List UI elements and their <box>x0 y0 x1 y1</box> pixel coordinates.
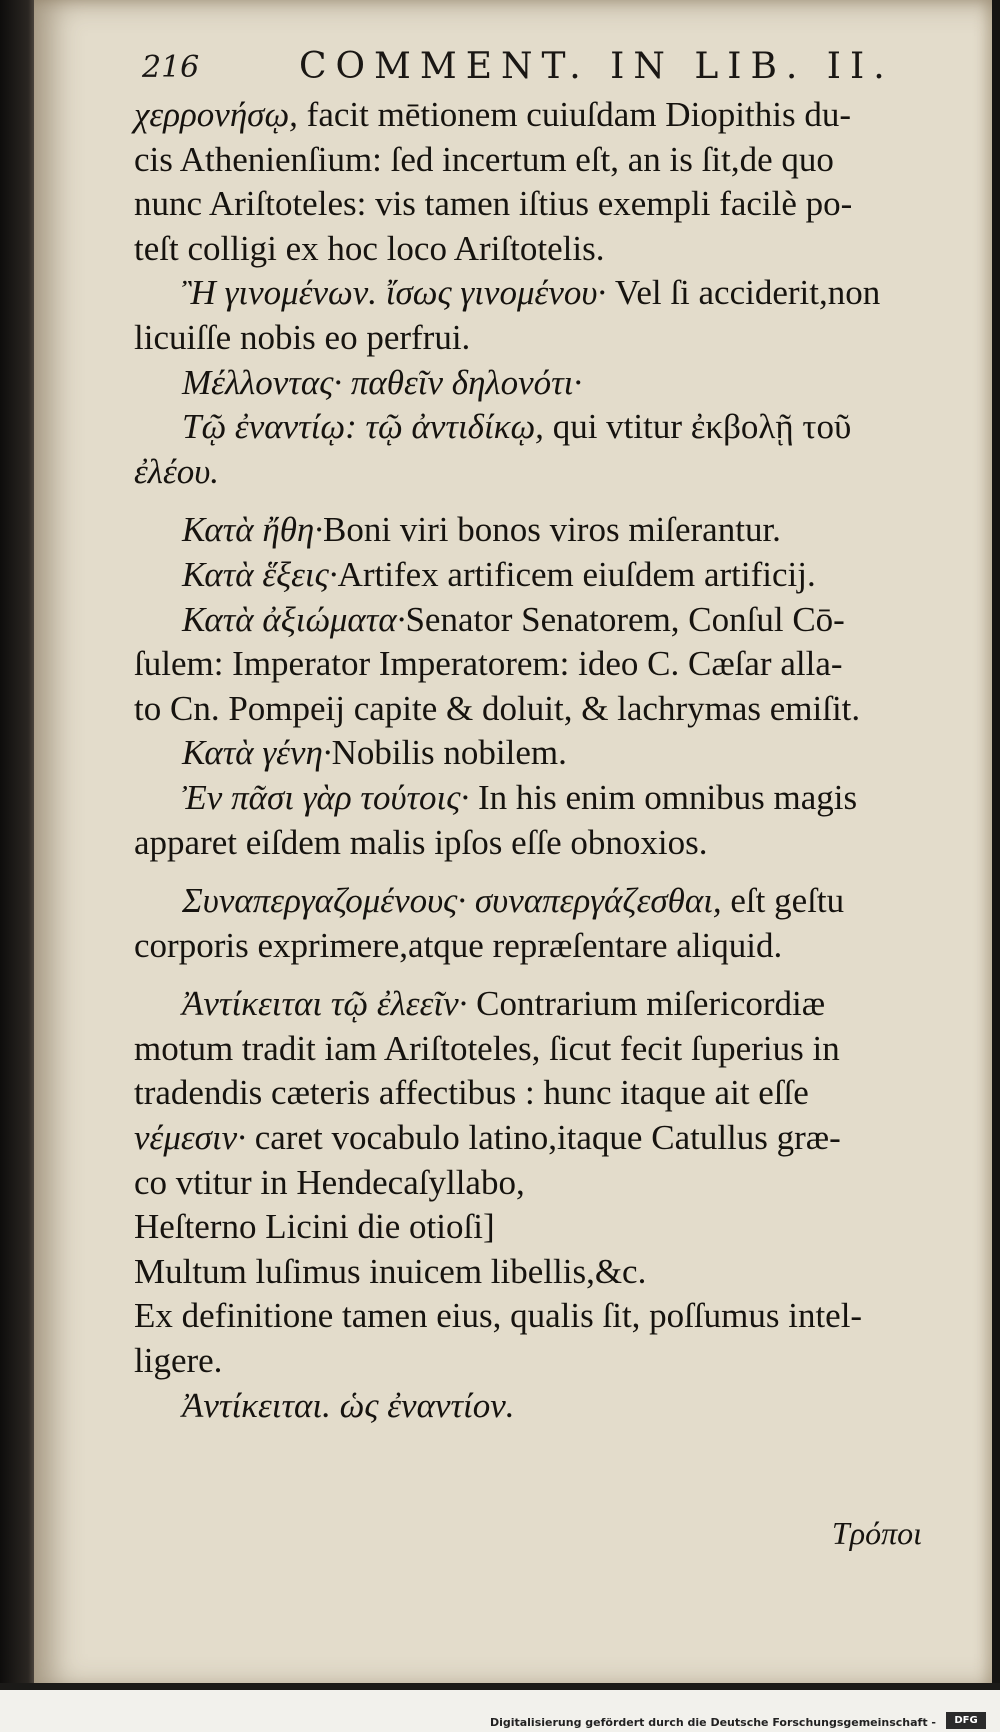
greek-text: Ἐν πᾶσι γὰρ τούτοις· <box>182 777 470 817</box>
latin-text: ligere. <box>134 1341 223 1381</box>
verse-line <box>134 1250 1000 1295</box>
greek-text: χερρονήσῳ, <box>134 95 298 134</box>
text-line <box>134 227 1000 272</box>
latin-text: Vel ſi acciderit,non <box>606 273 881 313</box>
latin-text: motum tradit iam Ariſtoteles, ſicut fecit ſuperius in <box>134 1028 840 1068</box>
body-text <box>134 93 1000 1428</box>
text-line <box>134 598 1000 643</box>
greek-text: Συναπεργαζομένους· συναπεργάζεσθαι, <box>182 881 722 921</box>
latin-text: nunc Ariſtoteles: vis tamen iſtius exempli facilè po- <box>134 184 853 224</box>
book-page <box>34 0 992 1690</box>
text-line <box>134 405 1000 450</box>
latin-text: qui vtitur ἐκβολῇ τοῦ <box>543 407 852 447</box>
latin-text: Contrarium miſericordiæ <box>467 984 826 1024</box>
text-line <box>134 879 1000 924</box>
greek-text: Τῷ ἐναντίῳ: τῷ ἀντιδίκῳ, <box>182 407 544 447</box>
page-header <box>34 44 992 94</box>
text-line <box>134 450 1000 495</box>
latin-text: cis Athenienſium: ſed incertum eſt, an is ſit,de quo <box>134 139 834 179</box>
latin-text: Boni viri bonos viros miſerantur. <box>323 510 781 550</box>
text-line <box>134 138 1000 183</box>
text-line <box>134 1116 1000 1161</box>
latin-text: Heſterno Licini die otioſi] <box>134 1207 495 1247</box>
latin-text: tradendis cæteris affectibus : hunc itaque ait eſſe <box>134 1073 809 1113</box>
text-line <box>134 1339 1000 1384</box>
latin-text: facit mētionem cuiuſdam Diopithis du- <box>297 95 852 134</box>
verse-line <box>134 1205 1000 1250</box>
greek-text: Κατὰ ἕξεις· <box>182 554 338 594</box>
latin-text: Artifex artificem eiuſdem artificij. <box>337 554 816 594</box>
text-line <box>134 821 1000 866</box>
greek-text: ἐλέου. <box>134 451 220 491</box>
text-line <box>134 1384 1000 1429</box>
greek-text: Κατὰ ἤθη· <box>182 510 324 550</box>
latin-text: Multum luſimus inuicem libellis,&c. <box>134 1251 647 1291</box>
catchword: Τρόποι <box>831 1515 922 1551</box>
text-line <box>134 508 1000 553</box>
text-line <box>134 1071 1000 1116</box>
text-line <box>134 1161 1000 1206</box>
dfg-logo: DFG <box>946 1712 986 1729</box>
running-head: COMMENT. IN LIB. II. <box>299 46 894 87</box>
text-line <box>134 1027 1000 1072</box>
text-line <box>134 361 1000 406</box>
greek-text: Μέλλοντας· παθεῖν δηλονότι· <box>182 362 583 402</box>
text-line <box>134 982 1000 1027</box>
latin-text: teſt colligi ex hoc loco Ariſtotelis. <box>134 228 605 268</box>
latin-text: caret vocabulo latino,itaque Catullus græ- <box>245 1118 841 1158</box>
text-line <box>134 553 1000 598</box>
latin-text: corporis exprimere,atque repræſentare aliquid. <box>134 925 783 965</box>
text-line <box>134 271 1000 316</box>
digitization-credit: Digitalisierung gefördert durch die Deutsche Forschungsgemeinschaft - <box>489 1716 936 1729</box>
latin-text: apparet eiſdem malis ipſos eſſe obnoxios. <box>134 822 708 862</box>
text-line <box>134 731 1000 776</box>
greek-text: Ἀντίκειται. ὡς ἐναντίον. <box>182 1385 515 1425</box>
greek-text: Κατὰ ἀξιώματα· <box>182 599 406 639</box>
text-line <box>134 316 1000 361</box>
latin-text: ſulem: Imperator Imperatorem: ideo C. Cæſar alla- <box>134 644 843 684</box>
text-line <box>134 687 1000 732</box>
latin-text: to Cn. Pompeij capite & doluit, & lachrymas emiſit. <box>134 688 861 728</box>
latin-text: In his enim omnibus magis <box>469 777 858 817</box>
latin-text: Nobilis nobilem. <box>331 733 567 773</box>
text-line <box>134 93 1000 138</box>
greek-text: Ἀντίκειται τῷ ἐλεεῖν· <box>182 984 468 1024</box>
latin-text: co vtitur in Hendecaſyllabo, <box>134 1162 525 1202</box>
latin-text: licuiſſe nobis eo perfrui. <box>134 317 471 357</box>
text-line <box>134 182 1000 227</box>
greek-text: νέμεσιν· <box>134 1118 246 1158</box>
text-line <box>134 1294 1000 1339</box>
text-line <box>134 924 1000 969</box>
text-line <box>134 776 1000 821</box>
latin-text: Senator Senatorem, Conſul Cō- <box>405 599 845 639</box>
text-line <box>134 642 1000 687</box>
latin-text: Ex definitione tamen eius, qualis ſit, poſſumus intel- <box>134 1296 863 1336</box>
latin-text: eſt geſtu <box>721 881 845 921</box>
page-number: 216 <box>142 50 200 85</box>
greek-text: Κατὰ γένη· <box>182 733 332 773</box>
greek-text: Ἢ γινομένων. ἴσως γινομένου· <box>182 273 607 313</box>
